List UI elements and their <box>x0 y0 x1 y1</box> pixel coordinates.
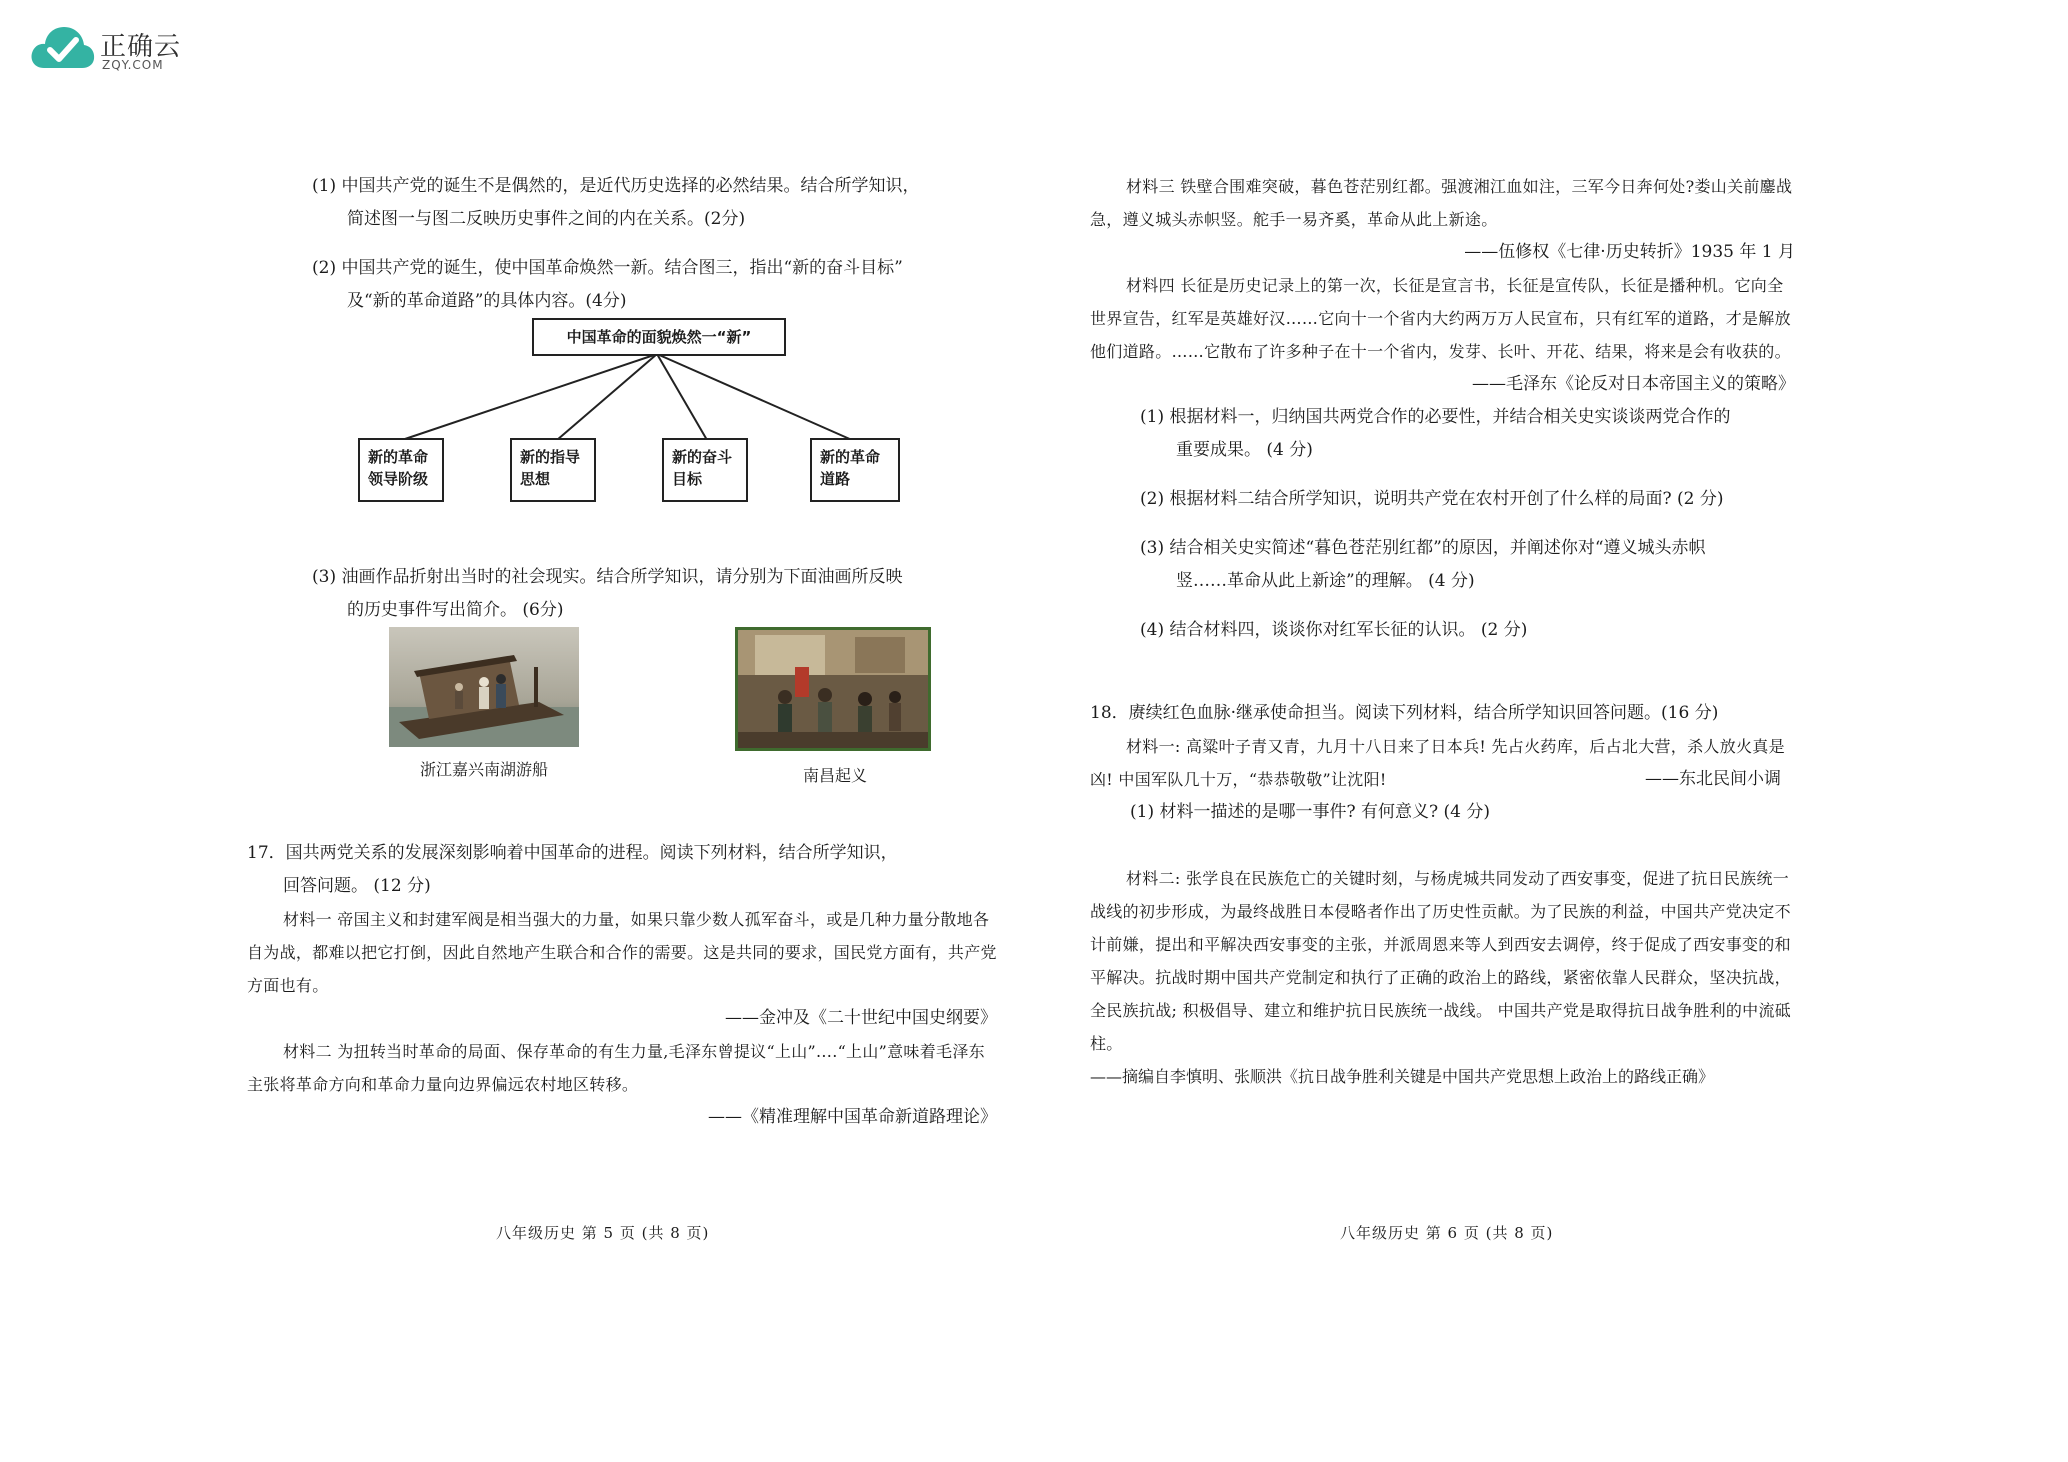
painting-nanchang-uprising <box>735 627 931 785</box>
checkmark-cloud-icon <box>30 24 96 72</box>
q17-2: (2) 根据材料二结合所学知识，说明共产党在农村开创了什么样的局面? (2 分) <box>1140 489 1724 509</box>
caption-south-lake-boat: 浙江嘉兴南湖游船 <box>419 760 548 779</box>
q17-title-line1: 17．国共两党关系的发展深刻影响着中国革命的进程。阅读下列材料，结合所学知识， <box>247 843 898 863</box>
zqy-logo <box>30 24 190 74</box>
q16-1-line2: 简述图一与图二反映历史事件之间的内在关系。(2分) <box>347 209 746 229</box>
q16-2-line1: (2) 中国共产党的诞生，使中国革命焕然一新。结合图三，指出“新的奋斗目标” <box>312 258 903 278</box>
q16-3-line2: 的历史事件写出简介。 (6分) <box>347 600 564 620</box>
q18-material2-cite: ——摘编自李慎明、张顺洪《抗日战争胜利关键是中国共产党思想上政治上的路线正确》 <box>1090 1067 1715 1086</box>
q17-3-line2: 竖……革命从此上新途”的理解。 (4 分) <box>1176 571 1475 591</box>
caption-nanchang-uprising: 南昌起义 <box>802 766 867 785</box>
q16-3-line1: (3) 油画作品折射出当时的社会现实。结合所学知识，请分别为下面油画所反映 <box>312 567 903 587</box>
q17-material3-cite: ——伍修权《七律·历史转折》1935 年 1 月 <box>1464 242 1795 262</box>
q17-block <box>247 837 997 1134</box>
q17-title-line2: 回答问题。 (12 分) <box>283 876 431 896</box>
paintings-row <box>307 627 997 787</box>
q18-title: 18．赓续红色血脉·继承使命担当。阅读下列材料，结合所学知识回答问题。(16 分) <box>1090 703 1719 723</box>
diagram-node-leadership: 新的革命领导阶级 <box>358 438 444 502</box>
right-page <box>1090 170 1795 1093</box>
q17-material3: 材料三 铁壁合围难突破，暮色苍茫别红都。强渡湘江血如注，三军今日奔何处?娄山关前鏖战急，遵义城头赤帜竖。舵手一易齐奚，革命从此上新途。 <box>1090 177 1793 229</box>
diagram-node-goal: 新的奋斗目标 <box>662 438 748 502</box>
q17-material1-cite: ——金冲及《二十世纪中国史纲要》 <box>725 1008 997 1028</box>
q17-1-line2: 重要成果。 (4 分) <box>1176 440 1313 460</box>
footer-page-5: 八年级历史 第 5 页 (共 8 页) <box>496 1224 710 1242</box>
revolution-new-diagram <box>352 318 932 528</box>
painting-south-lake-boat <box>389 627 579 779</box>
nanchang-uprising-painting <box>735 627 931 751</box>
q18-1: (1) 材料一描述的是哪一事件? 有何意义? (4 分) <box>1130 802 1491 822</box>
q17-4: (4) 结合材料四，谈谈你对红军长征的认识。 (2 分) <box>1140 620 1528 640</box>
q18-material1-cite: ——东北民间小调 <box>1645 769 1781 789</box>
q17-material1: 材料一 帝国主义和封建军阀是相当强大的力量，如果只靠少数人孤军奋斗，或是几种力量分散地各自为战，都难以把它打倒，因此自然地产生联合和合作的需要。这是共同的要求，国民党方面有，共产党方面也有。 <box>247 910 997 995</box>
south-lake-boat-painting <box>389 627 579 747</box>
left-page <box>247 170 997 1134</box>
q17-material4: 材料四 长征是历史记录上的第一次，长征是宣言书，长征是宣传队，长征是播种机。它向全世界宣告，红军是英雄好汉……它向十一个省内大约两万万人民宣布，只有红军的道路，才是解放他们道路。……它散布了许多种子在十一个省内，发芽、长叶、开花、结果，将来是会有收获的。 <box>1090 276 1791 361</box>
logo-brand-cn: 正确云 <box>100 32 182 62</box>
q16-2-line2: 及“新的革命道路”的具体内容。(4分) <box>347 291 627 311</box>
q16-1-line1: (1) 中国共产党的诞生不是偶然的，是近代历史选择的必然结果。结合所学知识， <box>312 176 920 196</box>
q17-1-line1: (1) 根据材料一，归纳国共两党合作的必要性，并结合相关史实谈谈两党合作的 <box>1140 407 1731 427</box>
q18-material2: 材料二: 张学良在民族危亡的关键时刻，与杨虎城共同发动了西安事变，促进了抗日民族统一战线的初步形成，为最终战胜日本侵略者作出了历史性贡献。为了民族的利益，中国共产党决定不计前嫌，提出和平解决西安事变的主张，并派周恩来等人到西安去调停，终于促成了西安事变的和平解决。抗战时期中国共产党制定和执行了正确的政治上的路线，紧密依靠人民群众，坚决抗战，全民族抗战; 积极倡导、建立和维护抗日民族统一战线。 中国共产党是取得抗日战争胜利的中流砥柱。 <box>1090 869 1792 1053</box>
diagram-top-box: 中国革命的面貌焕然一“新” <box>532 318 786 356</box>
diagram-node-ideology: 新的指导思想 <box>510 438 596 502</box>
q17-material4-cite: ——毛泽东《论反对日本帝国主义的策略》 <box>1472 374 1795 394</box>
logo-brand-en: ZQY.COM <box>102 58 164 72</box>
footer-page-6: 八年级历史 第 6 页 (共 8 页) <box>1340 1224 1554 1242</box>
diagram-node-road: 新的革命道路 <box>810 438 900 502</box>
q18-material1: 材料一: 高粱叶子青又青，九月十八日来了日本兵! 先占火药库，后占北大营，杀人放火真是凶! 中国军队几十万，“恭恭敬敬”让沈阳! <box>1090 737 1785 789</box>
q17-material2: 材料二 为扭转当时革命的局面、保存革命的有生力量,毛泽东曾提议“上山”....“上山”意味着毛泽东主张将革命方向和革命力量向边界偏远农村地区转移。 <box>247 1042 985 1094</box>
q17-material2-cite: ——《精准理解中国革命新道路理论》 <box>708 1107 997 1127</box>
q17-3-line1: (3) 结合相关史实简述“暮色苍茫别红都”的原因，并阐述你对“遵义城头赤帜 <box>1140 538 1706 558</box>
